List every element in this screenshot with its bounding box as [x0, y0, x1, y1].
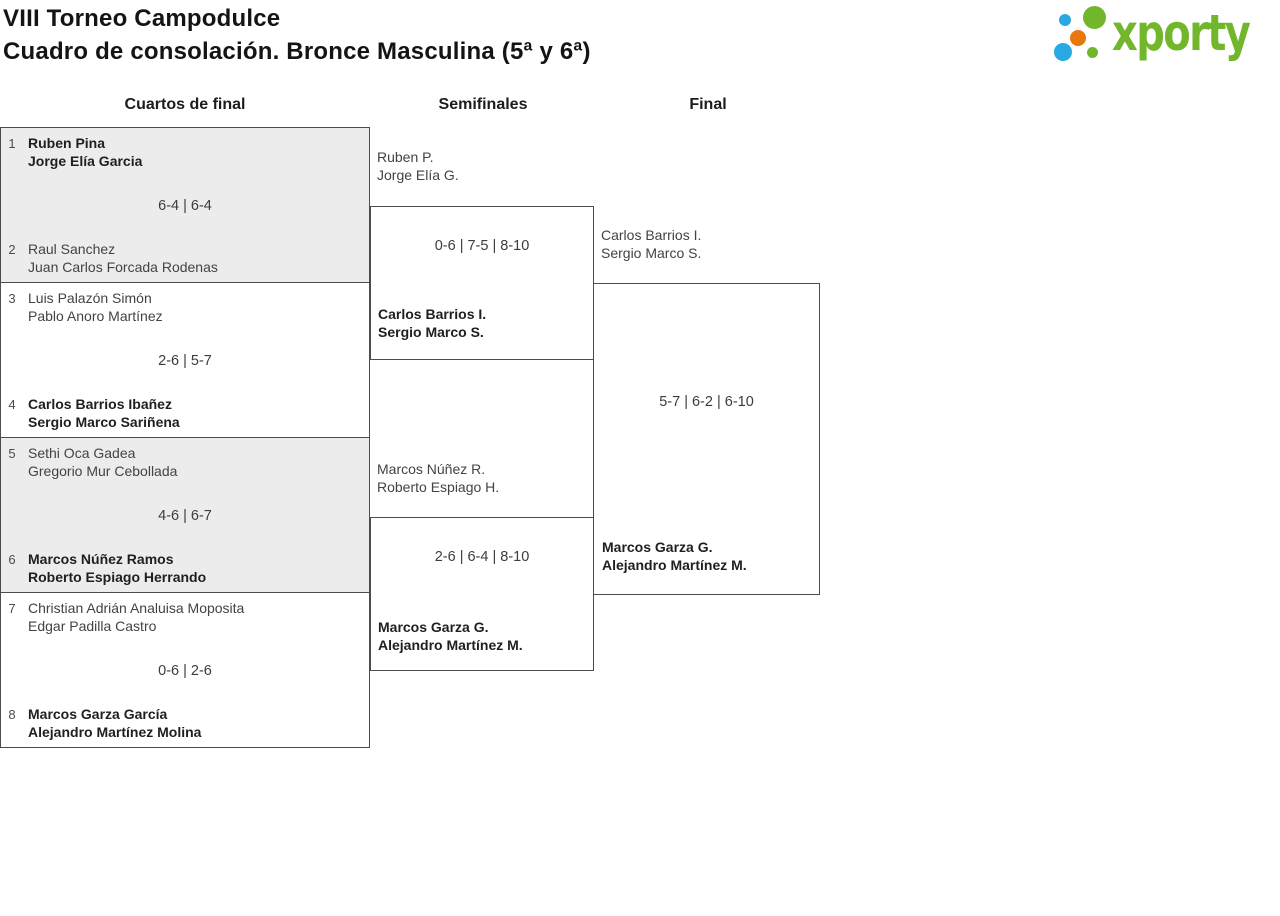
team-pair: [28, 550, 363, 586]
team-pair: [377, 148, 459, 184]
match-score: 6-4 | 6-4: [158, 198, 212, 214]
seed-number: 2: [8, 242, 16, 257]
player-name: Christian Adrián Analuisa Moposita: [28, 600, 245, 616]
logo-dot-green-big-icon: [1083, 6, 1106, 29]
team-pair: [28, 705, 363, 741]
player-name: Alejandro Martínez M.: [378, 637, 523, 653]
player-name: Raul Sanchez: [28, 241, 116, 257]
seed-number: 7: [8, 601, 16, 616]
logo-dot-blue-small-icon: [1059, 14, 1071, 26]
seed-number: 8: [8, 707, 16, 722]
xporty-logo[interactable]: [1050, 0, 1276, 72]
team-pair: [28, 395, 363, 431]
player-name: Marcos Garza G.: [602, 539, 713, 555]
seed-number: 1: [8, 136, 16, 151]
team-pair: [28, 134, 363, 170]
player-name: Ruben P.: [377, 149, 434, 165]
player-name: Gregorio Mur Cebollada: [28, 463, 178, 479]
player-name: Sethi Oca Gadea: [28, 445, 136, 461]
team-pair: [28, 289, 363, 325]
player-name: Roberto Espiago H.: [377, 479, 500, 495]
team-pair: [28, 444, 363, 480]
team-pair: [601, 226, 701, 262]
match-box-sf2: [370, 517, 594, 671]
team-pair: [378, 305, 486, 341]
match-box-qf3: [0, 437, 370, 593]
logo-dot-orange-icon: [1070, 30, 1086, 46]
player-name: Jorge Elía G.: [377, 167, 459, 183]
team-pair: [377, 460, 499, 496]
match-box-qf1: [0, 127, 370, 283]
round-header-semifinals: Semifinales: [438, 96, 528, 113]
seed-number: 6: [8, 552, 16, 567]
player-name: Carlos Barrios I.: [378, 306, 487, 322]
player-name: Alejandro Martínez M.: [602, 557, 747, 573]
player-name: Jorge Elía Garcia: [28, 153, 143, 169]
player-name: Roberto Espiago Herrando: [28, 569, 207, 585]
player-name: Carlos Barrios Ibañez: [28, 396, 172, 412]
player-name: Marcos Núñez R.: [377, 461, 486, 477]
tournament-name: VIII Torneo Campodulce: [3, 5, 281, 32]
seed-number: 4: [8, 397, 16, 412]
match-score: 5-7 | 6-2 | 6-10: [659, 394, 754, 410]
logo-dot-blue-big-icon: [1054, 43, 1072, 61]
match-box-sf1: [370, 206, 594, 360]
player-name: Luis Palazón Simón: [28, 290, 152, 306]
player-name: Sergio Marco S.: [601, 245, 702, 261]
match-score: 0-6 | 7-5 | 8-10: [434, 238, 530, 254]
player-name: Marcos Garza García: [28, 706, 168, 722]
bracket-subtitle: Cuadro de consolación. Bronce Masculina (5ª y 6ª): [3, 38, 591, 65]
player-name: Marcos Núñez Ramos: [28, 551, 174, 567]
match-score: 2-6 | 5-7: [158, 353, 212, 369]
player-name: Ruben Pina: [28, 135, 106, 151]
match-box-qf2: [0, 282, 370, 438]
match-score: 2-6 | 6-4 | 8-10: [434, 549, 530, 565]
team-pair: [28, 240, 363, 276]
player-name: Edgar Padilla Castro: [28, 618, 157, 634]
seed-number: 3: [8, 291, 16, 306]
match-score: 4-6 | 6-7: [158, 508, 212, 524]
match-box-final: [593, 283, 820, 595]
player-name: Sergio Marco Sariñena: [28, 414, 180, 430]
player-name: Sergio Marco S.: [378, 324, 484, 340]
player-name: Carlos Barrios I.: [601, 227, 702, 243]
team-pair: [378, 618, 523, 654]
match-box-qf4: [0, 592, 370, 748]
page-title: [3, 2, 591, 68]
player-name: Alejandro Martínez Molina: [28, 724, 202, 740]
seed-number: 5: [8, 446, 16, 461]
player-name: Juan Carlos Forcada Rodenas: [28, 259, 218, 275]
logo-wordmark: xporty: [1112, 4, 1250, 62]
match-score: 0-6 | 2-6: [158, 663, 212, 679]
team-pair: [602, 538, 747, 574]
player-name: Pablo Anoro Martínez: [28, 308, 163, 324]
round-header-final: Final: [689, 96, 727, 113]
round-header-quarterfinals: Cuartos de final: [124, 96, 246, 113]
logo-dot-green-small-icon: [1087, 47, 1098, 58]
player-name: Marcos Garza G.: [378, 619, 489, 635]
team-pair: [28, 599, 363, 635]
